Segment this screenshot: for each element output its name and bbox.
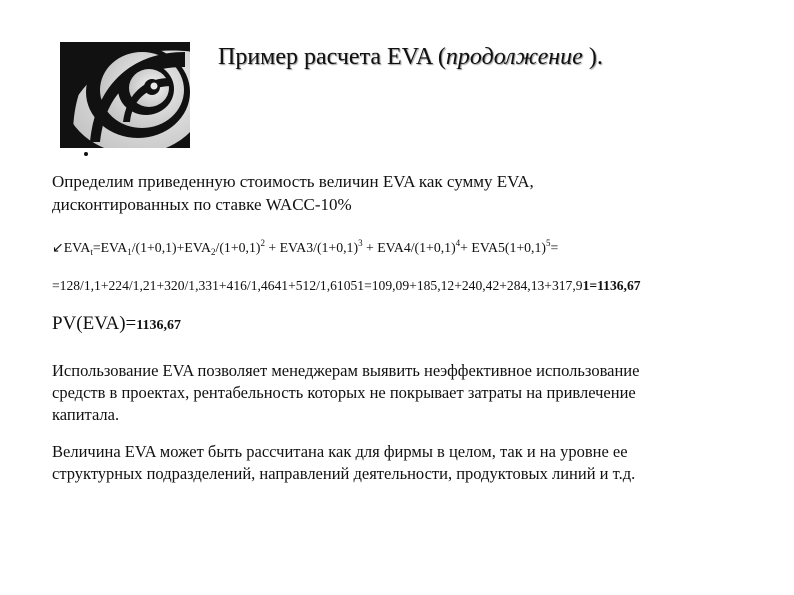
intro-text: Определим приведенную стоимость величин EVA как сумму EVA, дисконтированных по ставке WACC-10% — [52, 172, 534, 214]
arrow-icon: ↙ — [52, 240, 64, 256]
paragraph-eva-usage: Использование EVA позволяет менеджерам выявить неэффективное использование средств в проектах, рентабельность которых не покрывает затраты на привлечение капитала. — [52, 361, 640, 424]
paragraph-eva-levels: Величина EVA может быть рассчитана как для фирмы в целом, так и на уровне ее структурных подразделений, направлений деятельности, продуктовых линий и т.д. — [52, 442, 636, 483]
pv-result: PV(EVA)=1136,67 — [52, 313, 181, 334]
bullet-dot — [84, 152, 88, 156]
eva-calculation-formula: =128/1,1+224/1,21+320/1,331+416/1,4641+512/1,61051=109,09+185,12+240,42+284,13+317,91=1136,67 — [52, 278, 641, 293]
eva-sum-formula: $↙EVA_t=EVA_1/(1+0,1)+EVA_2/(1+0,1)^2 + EVA3/(1+0,1)^3 + EVA4/(1+0,1)^4+ EVA5(1+0,1)^5=$ — [52, 238, 559, 257]
spiral-logo-image — [60, 42, 190, 148]
slide-title: Пример расчета EVA (продолжение ). — [218, 44, 603, 70]
